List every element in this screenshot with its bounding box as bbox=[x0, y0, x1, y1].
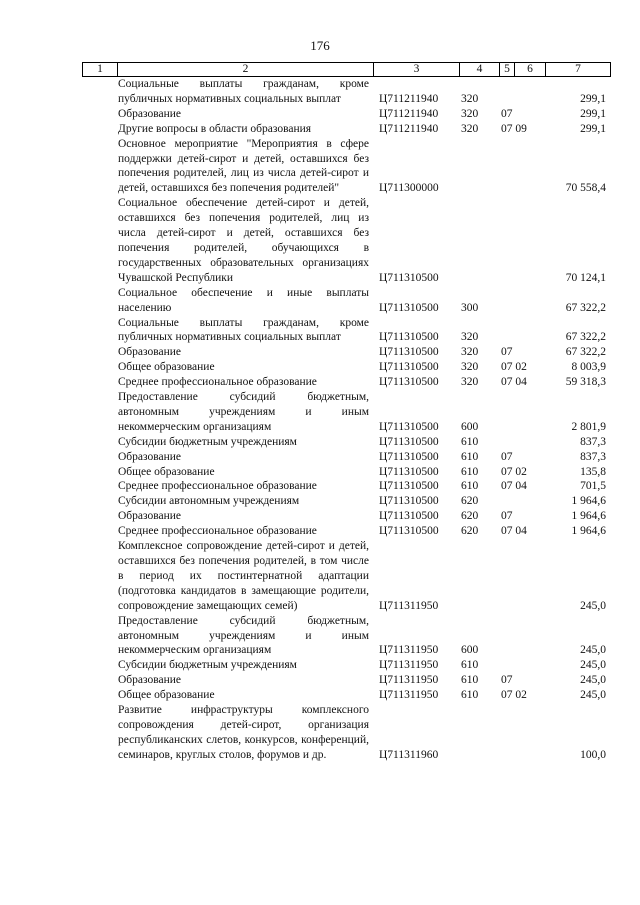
row-expense-group: 610 bbox=[461, 480, 479, 493]
page-number: 176 bbox=[310, 38, 330, 53]
table-row bbox=[82, 479, 610, 494]
table-row bbox=[82, 688, 610, 703]
table-row bbox=[82, 137, 610, 197]
row-target-code: Ц711310500 bbox=[379, 495, 439, 508]
row-section: 07 bbox=[501, 674, 513, 687]
row-amount: 2 801,9 bbox=[571, 420, 606, 433]
row-expense-group: 620 bbox=[461, 495, 479, 508]
row-section: 07 bbox=[501, 346, 513, 359]
column-header-table bbox=[82, 62, 611, 77]
table-row bbox=[82, 509, 610, 524]
row-amount: 245,0 bbox=[580, 644, 606, 657]
row-target-code: Ц711311950 bbox=[379, 599, 439, 612]
row-section: 07 02 bbox=[501, 689, 527, 702]
row-description: Образование bbox=[118, 510, 182, 523]
row-amount: 299,1 bbox=[580, 122, 606, 135]
table-row bbox=[82, 614, 610, 659]
row-expense-group: 320 bbox=[461, 107, 479, 120]
row-target-code: Ц711310500 bbox=[379, 420, 439, 433]
row-target-code: Ц711211940 bbox=[379, 107, 439, 120]
table-row bbox=[82, 286, 610, 316]
row-expense-group: 320 bbox=[461, 376, 479, 389]
row-section bbox=[499, 137, 545, 197]
row-expense-group: 320 bbox=[461, 331, 479, 344]
column-header-2: 2 bbox=[118, 63, 374, 77]
table-row bbox=[82, 196, 610, 285]
row-description: Образование bbox=[118, 346, 182, 359]
row-section bbox=[499, 539, 545, 614]
row-section: 07 04 bbox=[501, 376, 527, 389]
row-expense-group bbox=[459, 539, 499, 614]
row-section: 07 bbox=[501, 107, 513, 120]
row-description: Среднее профессиональное образование bbox=[118, 525, 317, 538]
row-amount: 245,0 bbox=[580, 599, 606, 612]
row-expense-group: 320 bbox=[461, 346, 479, 359]
column-header-1: 1 bbox=[83, 63, 118, 77]
row-amount: 837,3 bbox=[580, 450, 606, 463]
table-row bbox=[82, 435, 610, 450]
row-expense-group: 610 bbox=[461, 450, 479, 463]
row-amount: 67 322,2 bbox=[565, 331, 606, 344]
row-section: 07 04 bbox=[501, 525, 527, 538]
row-amount: 135,8 bbox=[580, 465, 606, 478]
table-row bbox=[82, 345, 610, 360]
row-target-code: Ц711310500 bbox=[379, 331, 439, 344]
row-target-code: Ц711310500 bbox=[379, 271, 439, 284]
table-row bbox=[82, 107, 610, 122]
row-expense-group bbox=[459, 703, 499, 763]
table-row bbox=[82, 539, 610, 614]
row-section bbox=[499, 316, 545, 346]
column-header-5: 5 bbox=[500, 63, 515, 77]
row-section bbox=[499, 390, 545, 435]
row-amount: 100,0 bbox=[580, 748, 606, 761]
row-section bbox=[499, 286, 545, 316]
row-section bbox=[499, 614, 545, 659]
row-amount: 701,5 bbox=[580, 480, 606, 493]
table-row bbox=[82, 703, 610, 763]
row-description: Развитие инфраструктуры комплексного сопровождения детей-сирот, организация республиканских слетов, конкурсов, конференций, семинаров, круглых столов, форумов и др. bbox=[118, 704, 369, 761]
column-header-row bbox=[83, 63, 611, 77]
row-expense-group bbox=[459, 137, 499, 197]
row-target-code: Ц711211940 bbox=[379, 92, 439, 105]
row-amount: 245,0 bbox=[580, 689, 606, 702]
budget-table-body bbox=[82, 77, 610, 763]
row-section bbox=[499, 196, 545, 285]
row-section bbox=[499, 703, 545, 763]
row-target-code: Ц711310500 bbox=[379, 346, 439, 359]
row-expense-group: 610 bbox=[461, 674, 479, 687]
column-header-4: 4 bbox=[460, 63, 500, 77]
row-description: Предоставление субсидий бюджетным, автономным учреждениям и иным некоммерческим организациям bbox=[118, 614, 369, 657]
row-amount: 299,1 bbox=[580, 92, 606, 105]
row-description: Общее образование bbox=[118, 465, 215, 478]
table-row bbox=[82, 316, 610, 346]
row-section: 07 02 bbox=[501, 465, 527, 478]
row-amount: 299,1 bbox=[580, 107, 606, 120]
row-description: Образование bbox=[118, 107, 182, 120]
table-row bbox=[82, 524, 610, 539]
row-section: 07 bbox=[501, 450, 513, 463]
row-target-code: Ц711310500 bbox=[379, 510, 439, 523]
row-description: Субсидии бюджетным учреждениям bbox=[118, 435, 297, 448]
row-expense-group: 610 bbox=[461, 659, 479, 672]
table-row bbox=[82, 673, 610, 688]
row-target-code: Ц711311950 bbox=[379, 644, 439, 657]
table-row bbox=[82, 465, 610, 480]
row-amount: 1 964,6 bbox=[571, 495, 606, 508]
row-expense-group: 600 bbox=[461, 420, 479, 433]
row-target-code: Ц711310500 bbox=[379, 301, 439, 314]
row-expense-group bbox=[459, 196, 499, 285]
column-header-3: 3 bbox=[374, 63, 460, 77]
row-description: Субсидии бюджетным учреждениям bbox=[118, 659, 297, 672]
row-amount: 67 322,2 bbox=[565, 301, 606, 314]
row-target-code: Ц711311950 bbox=[379, 674, 439, 687]
row-description: Общее образование bbox=[118, 689, 215, 702]
row-target-code: Ц711300000 bbox=[379, 182, 439, 195]
row-description: Общее образование bbox=[118, 361, 215, 374]
row-description: Среднее профессиональное образование bbox=[118, 480, 317, 493]
table-row bbox=[82, 658, 610, 673]
row-expense-group: 300 bbox=[461, 301, 479, 314]
row-target-code: Ц711310500 bbox=[379, 480, 439, 493]
row-description: Субсидии автономным учреждениям bbox=[118, 495, 300, 508]
table-row bbox=[82, 390, 610, 435]
row-expense-group: 610 bbox=[461, 689, 479, 702]
row-description: Социальное обеспечение детей-сирот и детей, оставшихся без попечения родителей, лиц из числа детей-сирот и детей, оставшихся без попечения родителей, обучающихся в государственных образовательных организациях Чувашской Республики bbox=[118, 197, 369, 284]
table-row bbox=[82, 375, 610, 390]
row-description: Социальные выплаты гражданам, кроме публичных нормативных социальных выплат bbox=[118, 78, 369, 105]
column-header-6: 6 bbox=[515, 63, 546, 77]
row-description: Образование bbox=[118, 674, 182, 687]
row-expense-group: 320 bbox=[461, 122, 479, 135]
row-expense-group: 620 bbox=[461, 510, 479, 523]
row-section bbox=[499, 658, 545, 673]
column-header-7: 7 bbox=[546, 63, 611, 77]
row-description: Комплексное сопровождение детей-сирот и детей, оставшихся без попечения родителей, в том числе в период их постинтернатной адаптации (подготовка кандидатов в замещающие родители, сопровождение замещающих семей) bbox=[118, 540, 369, 612]
row-description: Основное мероприятие "Мероприятия в сфере поддержки детей-сирот и детей, оставшихся без попечения родителей, лиц из числа детей-сирот и детей, оставшихся без попечения родителей" bbox=[118, 137, 369, 195]
row-section bbox=[499, 435, 545, 450]
row-description: Образование bbox=[118, 450, 182, 463]
row-expense-group: 610 bbox=[461, 465, 479, 478]
row-target-code: Ц711310500 bbox=[379, 525, 439, 538]
row-target-code: Ц711311960 bbox=[379, 748, 439, 761]
row-section: 07 bbox=[501, 510, 513, 523]
row-target-code: Ц711211940 bbox=[379, 122, 439, 135]
row-amount: 59 318,3 bbox=[565, 376, 606, 389]
row-amount: 245,0 bbox=[580, 674, 606, 687]
row-target-code: Ц711310500 bbox=[379, 361, 439, 374]
row-description: Другие вопросы в области образования bbox=[118, 122, 312, 135]
row-target-code: Ц711310500 bbox=[379, 376, 439, 389]
row-target-code: Ц711310500 bbox=[379, 450, 439, 463]
row-target-code: Ц711310500 bbox=[379, 435, 439, 448]
row-amount: 67 322,2 bbox=[565, 346, 606, 359]
row-expense-group: 320 bbox=[461, 361, 479, 374]
row-section: 07 09 bbox=[501, 122, 527, 135]
row-target-code: Ц711311950 bbox=[379, 689, 439, 702]
row-amount: 70 124,1 bbox=[565, 271, 606, 284]
row-amount: 70 558,4 bbox=[565, 182, 606, 195]
budget-table bbox=[82, 77, 610, 763]
row-description: Предоставление субсидий бюджетным, автономным учреждениям и иным некоммерческим организациям bbox=[118, 391, 369, 433]
row-expense-group: 600 bbox=[461, 644, 479, 657]
table-row bbox=[82, 494, 610, 509]
row-expense-group: 610 bbox=[461, 435, 479, 448]
row-amount: 1 964,6 bbox=[571, 510, 606, 523]
row-amount: 8 003,9 bbox=[571, 361, 606, 374]
row-description: Социальные выплаты гражданам, кроме публичных нормативных социальных выплат bbox=[118, 316, 369, 344]
row-section: 07 04 bbox=[501, 480, 527, 493]
row-description: Социальное обеспечение и иные выплаты населению bbox=[118, 286, 369, 314]
row-section bbox=[499, 77, 545, 107]
row-target-code: Ц711310500 bbox=[379, 465, 439, 478]
row-amount: 1 964,6 bbox=[571, 525, 606, 538]
row-amount: 837,3 bbox=[580, 435, 606, 448]
row-expense-group: 620 bbox=[461, 525, 479, 538]
table-row bbox=[82, 77, 610, 107]
table-row bbox=[82, 360, 610, 375]
row-section bbox=[499, 494, 545, 509]
row-expense-group: 320 bbox=[461, 92, 479, 105]
row-section: 07 02 bbox=[501, 361, 527, 374]
row-description: Среднее профессиональное образование bbox=[118, 376, 317, 389]
row-target-code: Ц711311950 bbox=[379, 659, 439, 672]
table-row bbox=[82, 122, 610, 137]
table-row bbox=[82, 450, 610, 465]
row-amount: 245,0 bbox=[580, 659, 606, 672]
